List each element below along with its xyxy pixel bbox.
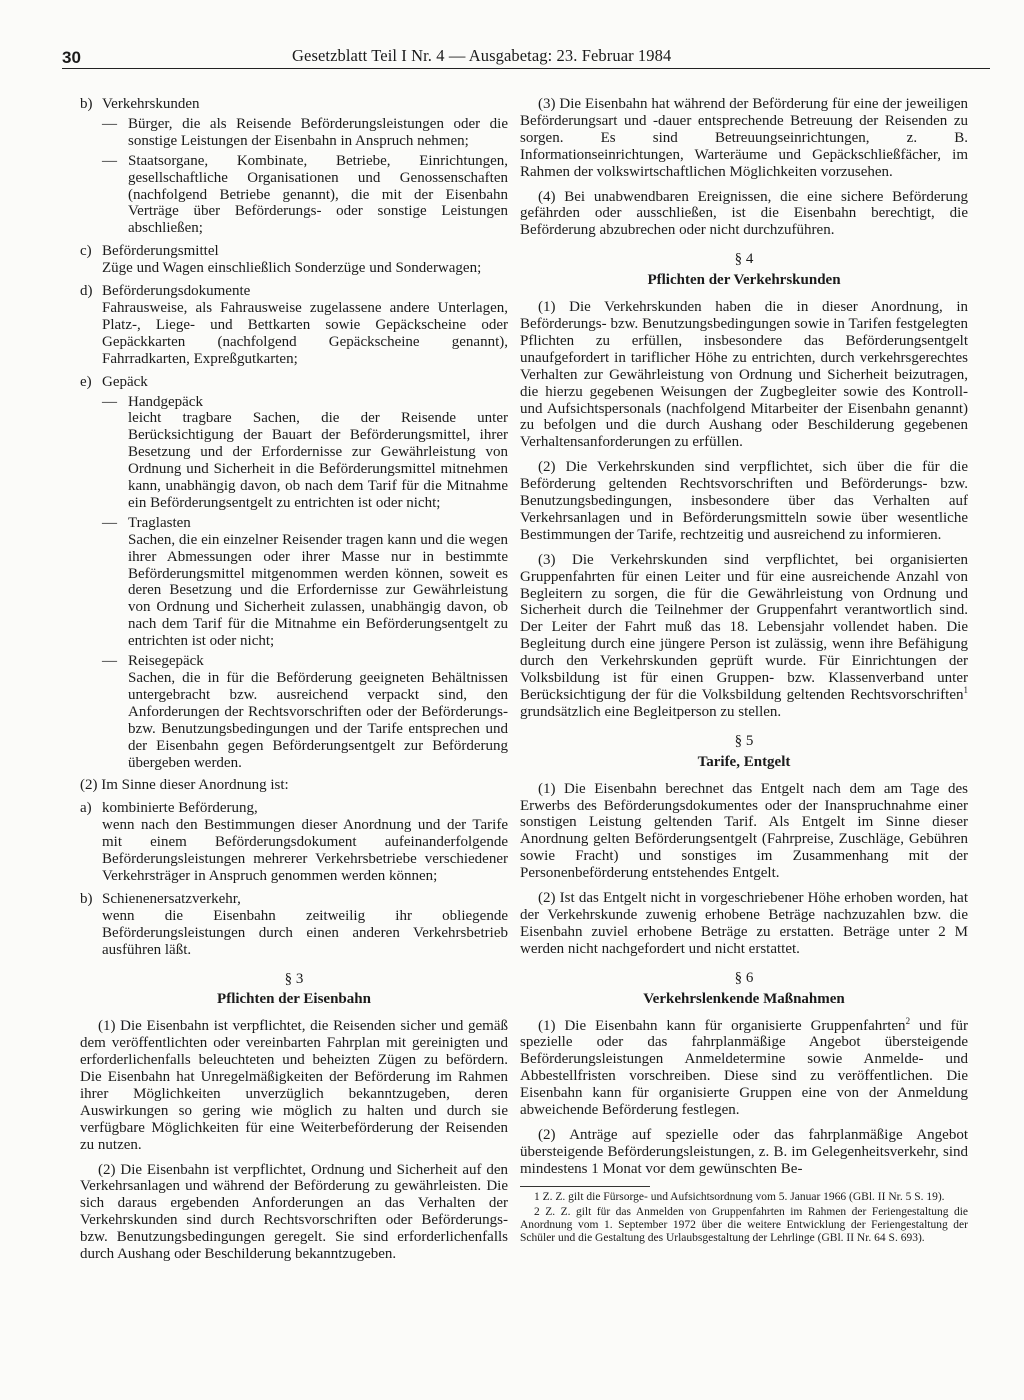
section-3-paragraph-3: (3) Die Eisenbahn hat während der Beförderung für eine der jeweiligen Beförderungsart und -dauer entsprechende Betreuung der Reisenden zu sorgen. Es sind Betreuungseinrichtungen, z. B. Informationseinrichtungen, Warteräume und Gepäckschließfächer, im Rahmen der volkswirtschaftlichen Möglichkeiten vorzusehen. xyxy=(520,96,968,180)
item-title: kombinierte Beförderung, xyxy=(102,800,258,817)
definition-d xyxy=(80,283,508,368)
section-4-paragraph-3 xyxy=(520,552,968,721)
page-header xyxy=(62,44,990,70)
dash-text: Staatsorgane, Kombinate, Betriebe, Einrichtungen, gesellschaftliche Organisationen und Genossenschaften (nachfolgend Betriebe genannt), die mit der Eisenbahn Verträge über Beförderungs- oder sonstige Leistungen abschließen; xyxy=(128,152,508,237)
dash-text: Sachen, die ein einzelner Reisender tragen kann und die wegen ihrer Abmessungen oder ihrer Masse nur in bestimmte Beförderungsmittel mitgenommen werden können, soweit es deren Besetzung und die Erfordernisse zur Gewährleistung von Ordnung und Sicherheit zulassen, unabhängig davon, ob nach dem Tarif für die Mitnahme ein Beförderungsentgelt zu entrichten ist oder nicht; xyxy=(128,531,508,650)
item-label: d) xyxy=(80,283,93,300)
section-6-paragraph-2: (2) Anträge auf spezielle oder das fahrplanmäßige Angebot übersteigende Beförderungsleistungen, z. B. im Gelegenheitsverkehr, sind mindestens 1 Monat vor dem gewünschten Be- xyxy=(520,1126,968,1177)
footnote-ref-1: 1 xyxy=(963,685,968,695)
section-5-paragraph-1: (1) Die Eisenbahn berechnet das Entgelt nach dem am Tage des Erwerbs des Beförderungsdokumentes oder der Inanspruchnahme einer sonstigen Leistung geltenden Tarif. Als Entgelt im Sinne dieser Anordnung gelten Beförderungsentgelt (Fahrpreise, Zuschläge, Gebühren sowie Fracht) und sonstiges im Zusammenhang mit der Personenbeförderung entstehendes Entgelt. xyxy=(520,780,968,882)
dash-item xyxy=(102,153,508,238)
section-3-paragraph-2: (2) Die Eisenbahn ist verpflichtet, Ordnung und Sicherheit auf den Verkehrsanlagen und während der Beförderung zu gewährleisten. Die sich daraus ergebenden Anforderungen an das Verhalten der Verkehrskunden sind durch Rechtsvorschriften oder Beförderungs- bzw. Benutzungsbedingungen geregelt. Sie sind erforderlichenfalls durch Aushang oder Beschilderung bekanntzugeben. xyxy=(80,1161,508,1263)
header-rule xyxy=(62,68,990,69)
paragraph-text-tail: grundsätzlich eine Begleitperson zu stellen. xyxy=(520,703,782,720)
section-6-paragraph-1 xyxy=(520,1015,968,1119)
item-text: Züge und Wagen einschließlich Sonderzüge und Sonderwagen; xyxy=(102,260,482,277)
footnote-1: 1 Z. Z. gilt die Fürsorge- und Aufsichtsordnung vom 5. Januar 1966 (GBl. II Nr. 5 S. 19). xyxy=(534,1190,945,1203)
section-4-paragraph-2: (2) Die Verkehrskunden sind verpflichtet, sich über die für die Beförderung geltenden Rechtsvorschriften und Beförderungs- bzw. Benutzungsbedingungen, insbesondere über das Verhalten auf Verkehrsanlagen und in Beförderungsmitteln sowie über wesentliche Bestimmungen der Tarife, rechtzeitig und ausreichend zu informieren. xyxy=(520,459,968,543)
definition-c xyxy=(80,243,508,277)
dash-item xyxy=(102,653,508,771)
section-3-paragraph-1: (1) Die Eisenbahn ist verpflichtet, die Reisenden sicher und gemäß dem veröffentlichten oder vereinbarten Fahrplan mit gereinigten und erforderlichenfalls beleuchteten und beheizten Zügen zu befördern. Die Eisenbahn hat Unregelmäßigkeiten der Beförderung im Rahmen ihrer Möglichkeiten unverzüglich bekanntzugeben, deren Auswirkungen so gering wie möglich zu halten und durch sie verfügbare Möglichkeiten für eine Weiterbeförderung der Reisenden zu nutzen. xyxy=(80,1018,508,1153)
item-label: c) xyxy=(80,243,92,260)
definition-2b xyxy=(80,891,508,959)
definition-e xyxy=(80,374,508,772)
footnote-2: 2 Z. Z. gilt für das Anmelden von Gruppenfahrten im Rahmen der Feriengestaltung die Anordnung vom 1. September 1972 über die weitere Entwicklung der Feriengestaltung der Schüler und die Gestaltung des Urlaubsgestaltung der Lehrlinge (GBl. II Nr. 64 S. 693). xyxy=(520,1205,968,1244)
section-3-number: § 3 xyxy=(284,970,304,987)
section-3-title: Pflichten der Eisenbahn xyxy=(217,991,371,1008)
running-head: Gesetzblatt Teil I Nr. 4 — Ausgabetag: 23. Februar 1984 xyxy=(292,46,672,65)
section-4-paragraph-1: (1) Die Verkehrskunden haben die in dieser Anordnung, in Beförderungs- bzw. Benutzungsbedingungen sowie in Tarifen festgelegten Pflichten zu erfüllen, insbesondere das Beförderungsentgelt unaufgefordert in tariflicher Höhe zu entrichten, durch verkehrsgerechtes Verhalten zur Gewährleistung von Ordnung und Sicherheit beizutragen, die hierzu gegebenen Weisungen der Zugbegleiter sowie des Kontroll- und Aufsichtspersonals (nachfolgend Mitarbeiter der Eisenbahn genannt) zu befolgen und die durch Aushang oder Beschilderung gegebenen Verhaltensanforderungen zu erfüllen. xyxy=(520,299,968,451)
dash-title: — Reisegepäck xyxy=(128,653,204,670)
item-label: b) xyxy=(80,96,93,112)
paragraph-text-tail: und für spezielle oder das fahrplanmäßige Angebot übersteigende Beförderungsleistungen Anmeldetermine sowie Anmelde- und Abbestellfristen vorschreiben. Diese sind zu veröffentlichen. Die Eisenbahn kann für organisierte Gruppen eine von der Anmeldung abweichende Beförderung festlegen. xyxy=(520,1017,968,1119)
section-4-title: Pflichten der Verkehrskunden xyxy=(647,272,841,289)
item-title: Verkehrskunden xyxy=(102,96,200,112)
section-3-paragraph-4: (4) Bei unabwendbaren Ereignissen, die eine sichere Beförderung gefährden oder ausschließen, ist die Eisenbahn berechtigt, die Beförderung abzubrechen oder nicht durchzuführen. xyxy=(520,188,968,239)
item-title: Beförderungsmittel xyxy=(102,243,219,260)
dash-item xyxy=(102,394,508,512)
dash-title: — Handgepäck xyxy=(128,393,203,410)
definition-2a xyxy=(80,800,508,885)
item-label: b) xyxy=(80,890,93,907)
item-text: Fahrausweise, als Fahrausweise zugelassene andere Unterlagen, Platz-, Liege- und Bettkarten sowie Gepäckscheine oder Gepäckkarten (nachfolgend Gepäckscheine genannt), Fahrradkarten, Expreßgutkarten; xyxy=(102,299,508,367)
section-4-number: § 4 xyxy=(734,251,754,268)
section-5-title: Tarife, Entgelt xyxy=(697,753,791,770)
item-text: wenn nach den Bestimmungen dieser Anordnung und der Tarife mit einem Beförderungsdokument aufeinanderfolgende Beförderungsleistungen mehrerer Verkehrsbetriebe verschiedener Verkehrsträger in Anspruch genommen werden können; xyxy=(102,817,508,884)
page-number: 30 xyxy=(62,48,81,67)
dash-item xyxy=(102,116,508,150)
item-title: Beförderungsdokumente xyxy=(102,283,251,300)
dash-title: — Traglasten xyxy=(128,514,191,531)
section-5-paragraph-2: (2) Ist das Entgelt nicht in vorgeschriebener Höhe erhoben worden, hat der Verkehrskunde zuwenig erhobene Beträge nachzuzahlen bzw. die Eisenbahn zuviel erhobene Beträge zu erstatten. Beträge unter 2 M werden nicht nachgefordert und nicht erstattet. xyxy=(520,890,968,957)
item-label: a) xyxy=(80,800,92,817)
right-column xyxy=(520,96,968,1247)
dash-text: Sachen, die in für die Beförderung geeigneten Behältnissen untergebracht bzw. ausreichend verpackt sind, den Anforderungen der Rechtsvorschriften oder der Beförderungs- bzw. Benutzungsbedingungen und der Tarife entsprechen und der Eisenbahn gegen Beförderungsentgelt zur Beförderung übergeben werden. xyxy=(128,670,508,771)
footnote-rule xyxy=(520,1186,650,1187)
section-6-number: § 6 xyxy=(734,969,754,986)
section-6-title: Verkehrslenkende Maßnahmen xyxy=(643,990,845,1007)
paragraph-text: (3) Die Verkehrskunden sind verpflichtet, bei organisierten Gruppenfahrten für einen Leiter und für eine ausreichende Anzahl von Begleitern zu sorgen, die für die Gewährleistung von Ordnung und Sicherheit durch die Teilnehmer der Gruppenfahrt verantwortlich sind. Der Leiter der Fahrt muß das 18. Lebensjahr vollendet haben. Die Begleitung durch eine jüngere Person ist zulässig, wenn ihre Befähigung durch den Verkehrskunden geprüft wurde. Für Einrichtungen der Volksbildung ist für einen Gruppen- bzw. Klassenverband unter Berücksichtigung der für die Volksbildung geltenden Rechtsvorschriften xyxy=(520,551,968,703)
footnote-ref-2: 2 xyxy=(905,1015,911,1026)
paragraph-text: (1) Die Eisenbahn kann für organisierte Gruppenfahrten xyxy=(538,1017,906,1034)
item-label: e) xyxy=(80,373,92,390)
dash-item xyxy=(102,515,508,650)
section-5-number: § 5 xyxy=(734,732,754,749)
item-title: Gepäck xyxy=(102,373,148,390)
dash-text: Bürger, die als Reisende Beförderungsleistungen oder die sonstige Leistungen der Eisenbahn in Anspruch nehmen; xyxy=(128,115,508,149)
paragraph-2-lead: (2) Im Sinne dieser Anordnung ist: xyxy=(80,777,289,794)
left-column xyxy=(80,96,508,1271)
definition-b xyxy=(80,96,508,237)
item-text: wenn die Eisenbahn zeitweilig ihr obliegende Beförderungsleistungen durch einen anderen Verkehrsbetrieb ausführen läßt. xyxy=(102,907,508,958)
dash-text: leicht tragbare Sachen, die der Reisende unter Berücksichtigung der Bauart der Beförderungsmittel, ihrer Besetzung und der Erfordernisse zur Gewährleistung von Ordnung und Sicherheit in die Beförderungsmittel mitnehmen kann, unabhängig davon, ob nach dem Tarif für die Mitnahme ein Beförderungsentgelt zu entrichten ist oder nicht; xyxy=(128,410,508,511)
item-title: Schienenersatzverkehr, xyxy=(102,890,241,907)
